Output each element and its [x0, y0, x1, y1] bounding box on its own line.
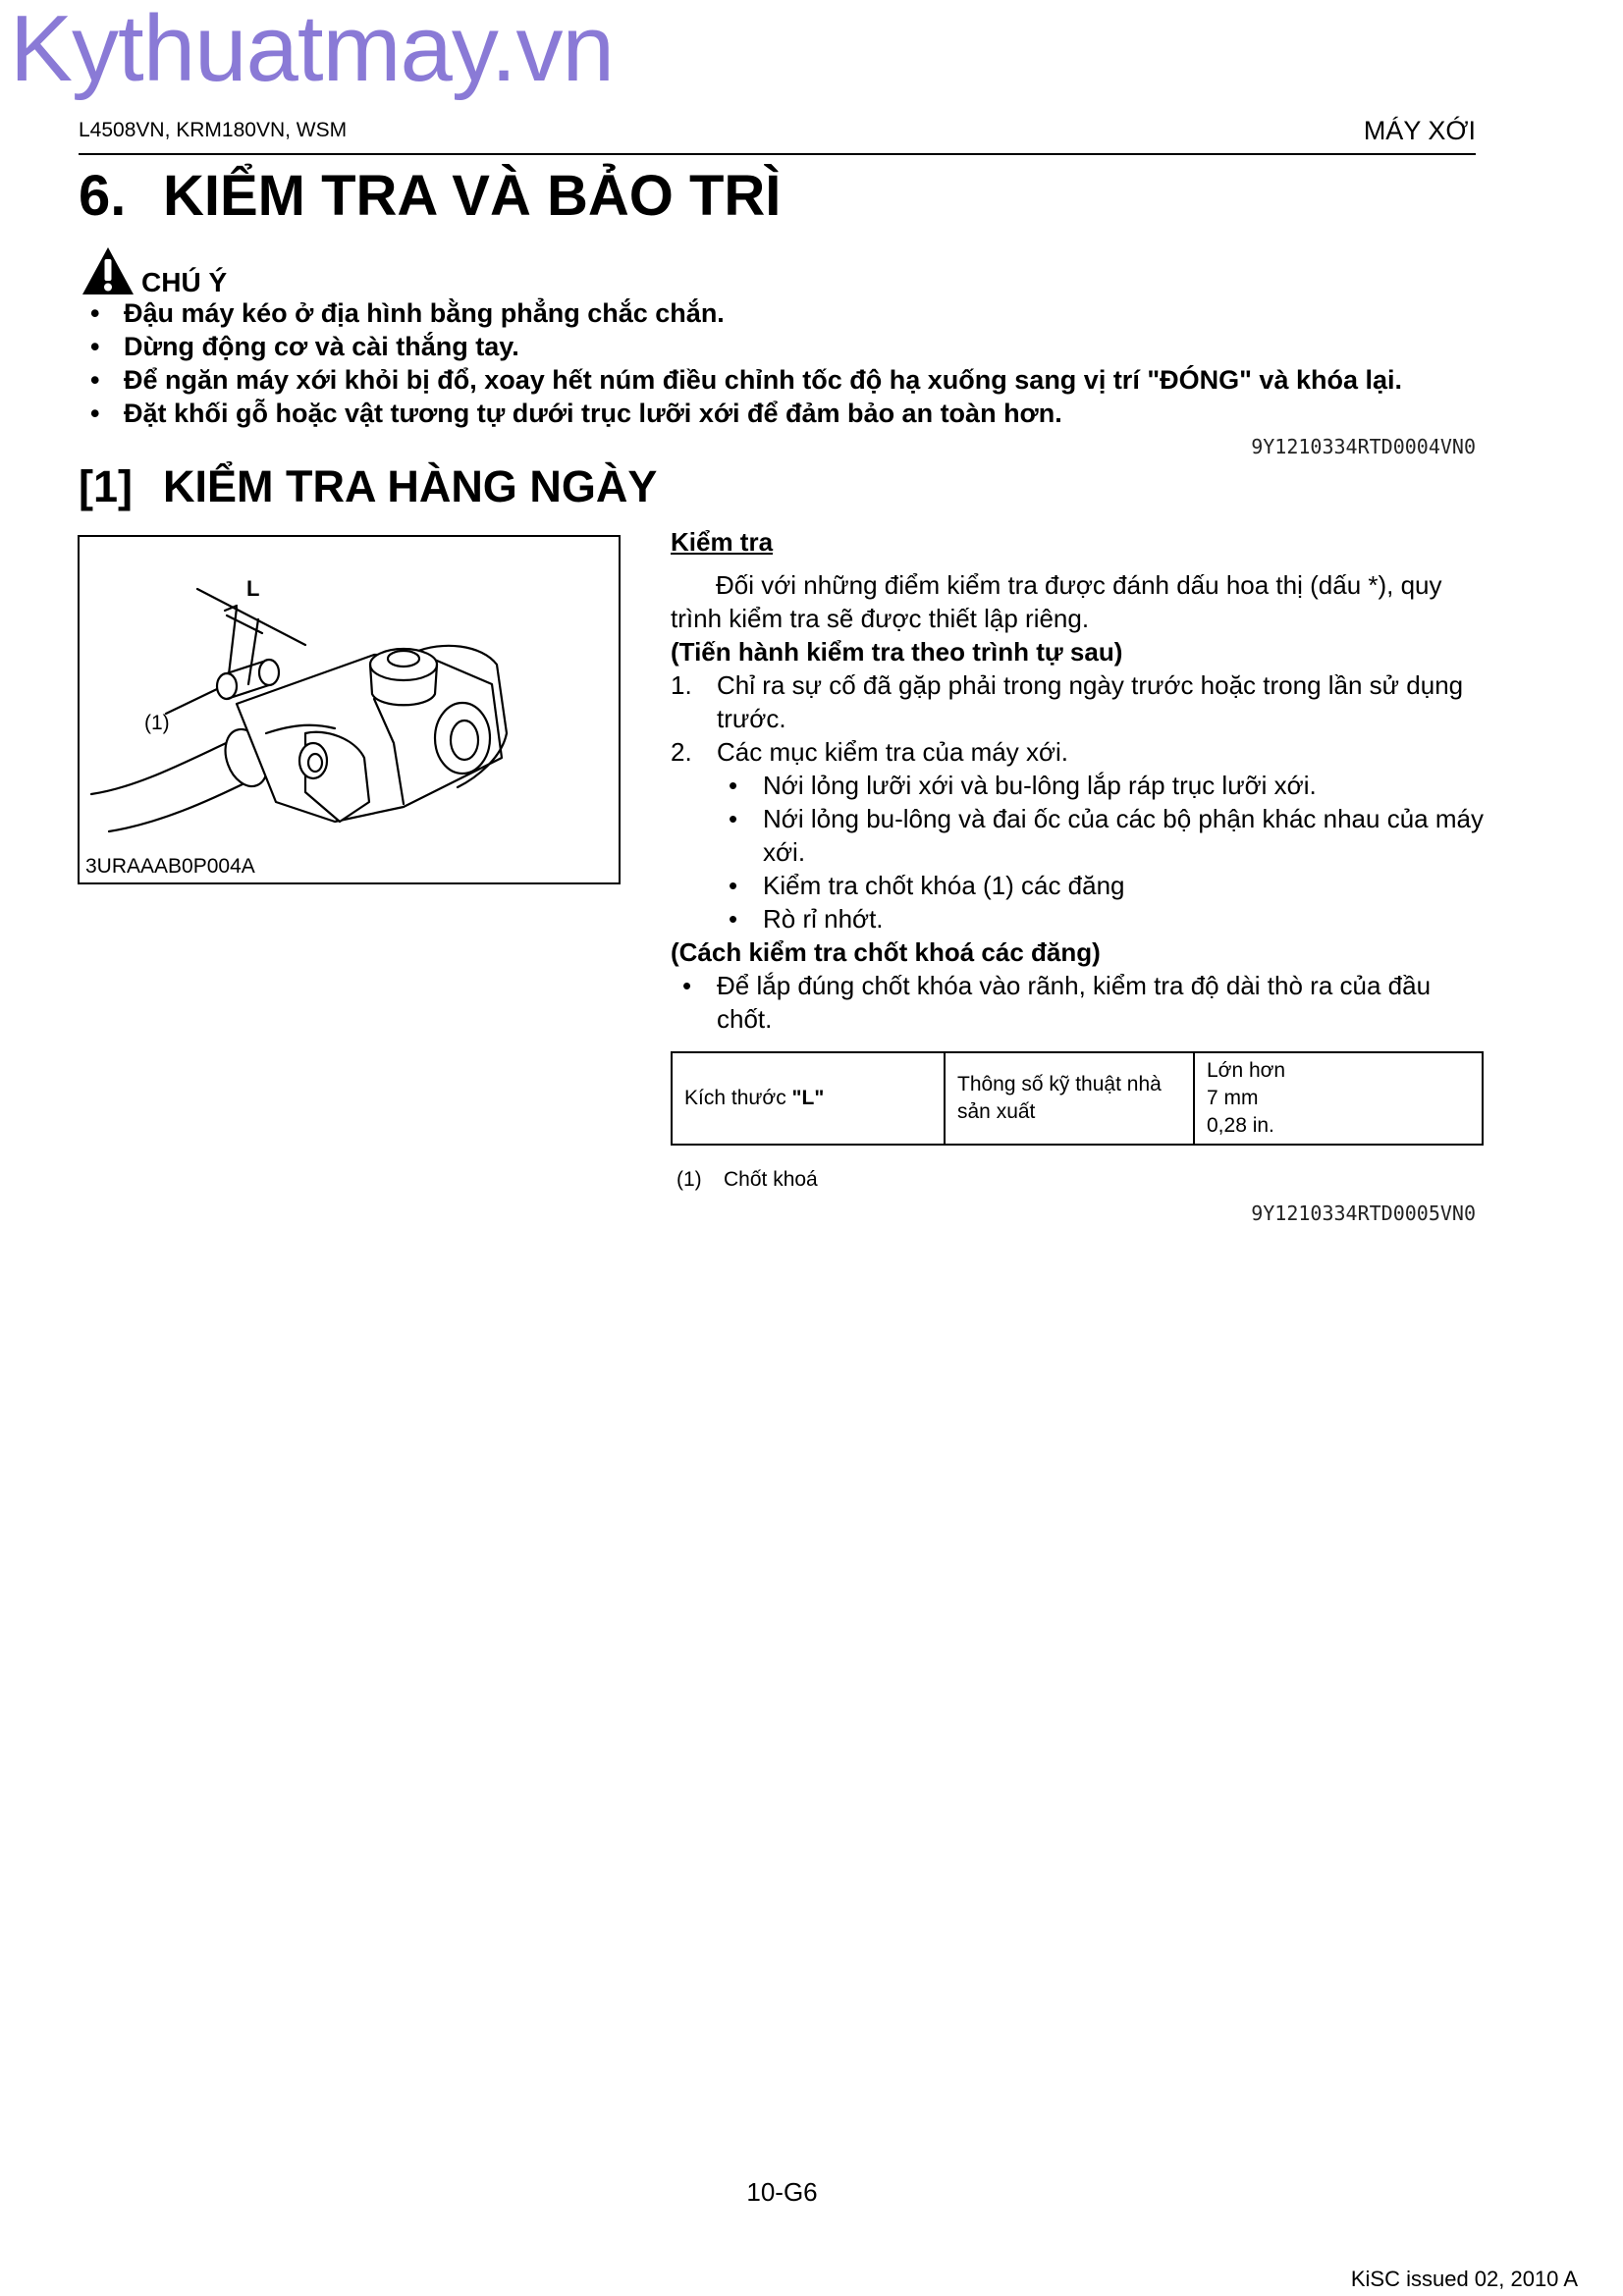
caution-item: • Để ngăn máy xới khỏi bị đổ, xoay hết núm điều chỉnh tốc độ hạ xuống sang vị trí "ĐÓNG" và khóa lại.	[90, 363, 1485, 397]
caution-item: • Đặt khối gỗ hoặc vật tương tự dưới trục lưỡi xới để đảm bảo an toàn hơn.	[90, 397, 1485, 430]
caution-code: 9Y1210334RTD0004VN0	[1251, 435, 1476, 458]
spec-value-line: Lớn hơn	[1207, 1059, 1286, 1082]
header-models: L4508VN, KRM180VN, WSM	[79, 119, 348, 141]
caution-item: • Đậu máy kéo ở địa hình bằng phẳng chắc chắn.	[90, 296, 1485, 330]
step-text: Các mục kiểm tra của máy xới.	[717, 737, 1069, 767]
spec-dimension-label: Kích thước	[684, 1087, 792, 1109]
step-number: 1.	[671, 670, 692, 700]
pto-shaft-drawing	[80, 537, 619, 882]
order-heading: (Tiến hành kiểm tra theo trình tự sau)	[671, 637, 1123, 667]
spec-dimension-cell	[672, 1052, 945, 1145]
spec-table	[671, 1051, 1484, 1146]
check-item: • Nới lỏng bu-lông và đai ốc của các bộ phận khác nhau của máy xới.	[717, 802, 1484, 869]
watermark: Kythuatmay.vn	[10, 0, 614, 101]
pto-shaft-figure	[78, 535, 621, 884]
steps-list	[671, 668, 1484, 935]
spec-value-cell	[1194, 1052, 1483, 1145]
subsection-number: [1]	[79, 461, 133, 511]
inspection-heading: Kiểm tra	[671, 527, 774, 557]
header-rule	[79, 153, 1476, 155]
caution-list	[90, 296, 1485, 430]
method-item: • Để lắp đúng chốt khóa vào rãnh, kiểm tra độ dài thò ra của đầu chốt.	[671, 969, 1484, 1036]
issue-note: KiSC issued 02, 2010 A	[1350, 2267, 1578, 2291]
spec-dimension-symbol: "L"	[791, 1087, 825, 1109]
caution-label: CHÚ Ý	[141, 267, 228, 297]
spec-value-line: 7 mm	[1207, 1087, 1259, 1109]
spec-value-line: 0,28 in.	[1207, 1114, 1274, 1137]
table-row	[672, 1052, 1483, 1145]
caution-header	[81, 245, 227, 296]
step2-sublist	[717, 769, 1484, 935]
inspection-code: 9Y1210334RTD0005VN0	[1251, 1201, 1476, 1225]
subsection-title: KIỂM TRA HÀNG NGÀY	[163, 461, 658, 511]
step-item	[671, 668, 1484, 735]
step-text: Chỉ ra sự cố đã gặp phải trong ngày trước hoặc trong lần sử dụng trước.	[717, 670, 1464, 733]
figure-legend	[671, 1163, 1484, 1197]
header-chapter: MÁY XỚI	[1363, 116, 1476, 145]
spec-source-cell: Thông số kỹ thuật nhà sản xuất	[945, 1052, 1194, 1145]
figure-label-l: L	[246, 576, 260, 601]
step-number: 2.	[671, 737, 692, 767]
check-item: • Rò rỉ nhớt.	[717, 902, 1484, 935]
figure-caption: 3URAAAB0P004A	[85, 855, 255, 878]
warning-triangle-icon	[81, 245, 135, 296]
legend-value: Chốt khoá	[724, 1168, 818, 1191]
inspection-intro: Đối với những điểm kiểm tra được đánh dấu hoa thị (dấu *), quy trình kiểm tra sẽ được thiết lập riêng.	[671, 570, 1442, 633]
step-item	[671, 735, 1484, 935]
figure-label-1: (1)	[144, 712, 170, 734]
method-list	[671, 969, 1484, 1036]
inspection-content	[671, 525, 1484, 1197]
page-number: 10-G6	[746, 2177, 818, 2207]
check-item: • Nới lỏng lưỡi xới và bu-lông lắp ráp trục lưỡi xới.	[717, 769, 1484, 802]
caution-item: • Dừng động cơ và cài thắng tay.	[90, 330, 1485, 363]
check-item: • Kiểm tra chốt khóa (1) các đăng	[717, 869, 1484, 902]
section-title: KIỂM TRA VÀ BẢO TRÌ	[163, 164, 782, 228]
method-heading: (Cách kiểm tra chốt khoá các đăng)	[671, 937, 1101, 967]
legend-key: (1)	[676, 1168, 702, 1191]
subsection-heading	[79, 461, 657, 512]
section-heading	[79, 163, 781, 229]
section-number: 6.	[79, 164, 127, 228]
